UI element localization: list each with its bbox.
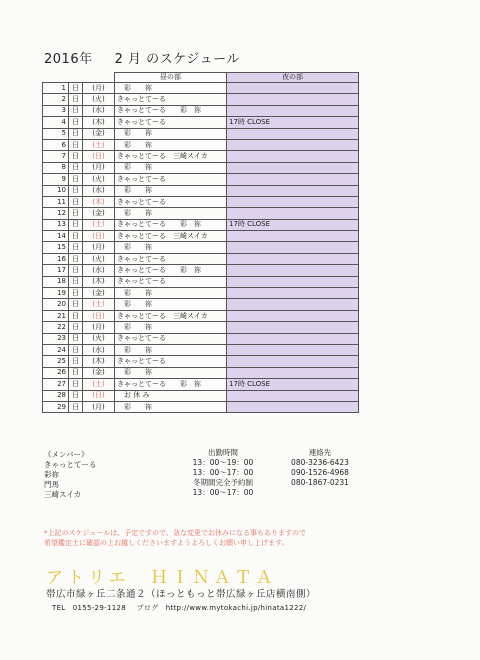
day-unit: 日 [69,219,83,230]
day-number: 15 [43,242,69,253]
shop-name: アトリエ ＨＩＮＡＴＡ [46,568,277,588]
day-session-cell: きゃっとてーる 彩 祢 [115,265,227,276]
day-number: 12 [43,208,69,219]
day-unit: 日 [69,401,83,412]
table-row [43,162,359,173]
day-session-cell: 彩 祢 [115,367,227,378]
day-number: 17 [43,265,69,276]
day-session-cell: お 休 み [115,390,227,401]
night-session-cell [227,185,359,196]
day-unit: 日 [69,333,83,344]
table-row [43,288,359,299]
day-session-cell: きゃっとてーる 彩 祢 [115,219,227,230]
table-row [43,174,359,185]
table-row [43,390,359,401]
table-row [43,356,359,367]
day-unit: 日 [69,242,83,253]
day-number: 19 [43,288,69,299]
weekday: (水) [83,344,115,355]
weekday: (月) [83,83,115,94]
day-session-cell: きゃっとてーる 三崎スイカ [115,310,227,321]
day-number: 9 [43,174,69,185]
day-session-cell: 彩 祢 [115,288,227,299]
day-number: 8 [43,162,69,173]
weekday: (木) [83,117,115,128]
day-unit: 日 [69,174,83,185]
table-row [43,310,359,321]
day-number: 5 [43,128,69,139]
title-year: 2016年 [44,52,93,67]
day-unit: 日 [69,117,83,128]
night-session-cell [227,151,359,162]
night-session-cell [227,83,359,94]
day-number: 3 [43,105,69,116]
weekday: (火) [83,94,115,105]
day-number: 26 [43,367,69,378]
weekday: (土) [83,139,115,150]
blog-link[interactable]: ブログ http://www.mytokachi.jp/hinata1222/ [136,604,307,612]
day-unit: 日 [69,185,83,196]
night-session-cell [227,401,359,412]
night-session-cell: 17時 CLOSE [227,117,359,128]
day-unit: 日 [69,105,83,116]
day-session-cell: 彩 祢 [115,83,227,94]
day-session-cell: きゃっとてーる 三崎スイカ [115,231,227,242]
shop-address: 帯広市緑ヶ丘二条通２（ほっともっと帯広緑ヶ丘店横南側） [46,589,317,600]
weekday: (木) [83,356,115,367]
day-session-cell: 彩 祢 [115,208,227,219]
header-night-session: 夜の部 [227,73,359,83]
day-session-cell: 彩 祢 [115,344,227,355]
weekday: (月) [83,401,115,412]
table-row [43,117,359,128]
night-session-cell [227,390,359,401]
hours-line: 13：00～19：00 [192,458,254,467]
night-session-cell [227,94,359,105]
day-session-cell: 彩 祢 [115,322,227,333]
day-number: 11 [43,196,69,207]
night-session-cell: 17時 CLOSE [227,219,359,230]
day-session-cell: きゃっとてーる [115,276,227,287]
weekday: (土) [83,299,115,310]
day-session-cell: きゃっとてーる 彩 祢 [115,379,227,390]
weekday: (金) [83,128,115,139]
contact-line [52,603,314,613]
contact-heading: 連絡先 [308,448,332,457]
weekday: (月) [83,322,115,333]
day-session-cell: 彩 祢 [115,139,227,150]
table-row [43,299,359,310]
day-session-cell: きゃっとてーる [115,117,227,128]
weekday: (金) [83,288,115,299]
weekday: (土) [83,379,115,390]
day-number: 10 [43,185,69,196]
day-number: 29 [43,401,69,412]
table-row [43,242,359,253]
day-number: 27 [43,379,69,390]
table-row [43,196,359,207]
night-session-cell [227,333,359,344]
table-row [43,231,359,242]
weekday: (火) [83,174,115,185]
table-row [43,208,359,219]
weekday: (日) [83,390,115,401]
weekday: (木) [83,196,115,207]
title-month: 2 月 のスケジュール [114,52,240,67]
night-session-cell [227,299,359,310]
night-session-cell [227,265,359,276]
table-row [43,139,359,150]
day-unit: 日 [69,265,83,276]
day-unit: 日 [69,276,83,287]
day-number: 16 [43,253,69,264]
table-row [43,367,359,378]
weekday: (日) [83,231,115,242]
day-unit: 日 [69,367,83,378]
day-unit: 日 [69,310,83,321]
weekday: (火) [83,253,115,264]
table-row [43,276,359,287]
weekday: (月) [83,162,115,173]
day-unit: 日 [69,356,83,367]
day-session-cell: 彩 祢 [115,128,227,139]
table-row [43,401,359,412]
day-unit: 日 [69,208,83,219]
work-hours [163,448,283,498]
day-unit: 日 [69,231,83,242]
day-unit: 日 [69,253,83,264]
day-number: 23 [43,333,69,344]
weekday: (金) [83,208,115,219]
schedule-table [42,72,359,413]
day-session-cell: 彩 祢 [115,242,227,253]
contact-phone: 090-1526-4968 [291,468,349,477]
table-header-row [43,73,359,83]
day-number: 6 [43,139,69,150]
day-number: 7 [43,151,69,162]
day-session-cell: 彩 祢 [115,185,227,196]
member-heading: 《メンバー》 [44,450,89,459]
day-number: 22 [43,322,69,333]
day-number: 13 [43,219,69,230]
day-unit: 日 [69,128,83,139]
table-row [43,265,359,276]
hours-heading: 出勤時間 [208,448,238,457]
table-row [43,185,359,196]
member-name: 三崎スイカ [44,490,82,499]
day-number: 28 [43,390,69,401]
table-row [43,333,359,344]
table-row [43,105,359,116]
member-list [44,450,97,500]
weekday: (土) [83,219,115,230]
table-row [43,344,359,355]
day-unit: 日 [69,390,83,401]
contact-phone: 080-3236-6423 [291,458,349,467]
table-row [43,219,359,230]
night-session-cell: 17時 CLOSE [227,379,359,390]
weekday: (水) [83,265,115,276]
day-session-cell: きゃっとてーる [115,356,227,367]
contact-list [275,448,365,488]
day-number: 14 [43,231,69,242]
weekday: (日) [83,151,115,162]
night-session-cell [227,367,359,378]
day-unit: 日 [69,162,83,173]
night-session-cell [227,344,359,355]
day-unit: 日 [69,344,83,355]
night-session-cell [227,128,359,139]
night-session-cell [227,288,359,299]
night-session-cell [227,139,359,150]
day-session-cell: きゃっとてーる [115,333,227,344]
night-session-cell [227,356,359,367]
day-session-cell: 彩 祢 [115,299,227,310]
night-session-cell [227,231,359,242]
weekday: (火) [83,333,115,344]
day-session-cell: きゃっとてーる [115,174,227,185]
day-session-cell: 彩 祢 [115,162,227,173]
day-number: 1 [43,83,69,94]
hours-line: 13：00～17：00 [192,468,254,477]
weekday: (水) [83,185,115,196]
day-number: 25 [43,356,69,367]
day-unit: 日 [69,288,83,299]
day-unit: 日 [69,322,83,333]
weekday: (木) [83,276,115,287]
table-row [43,94,359,105]
header-day-session: 昼の部 [115,73,227,83]
day-number: 20 [43,299,69,310]
night-session-cell [227,162,359,173]
night-session-cell [227,310,359,321]
day-session-cell: きゃっとてーる [115,253,227,264]
day-unit: 日 [69,83,83,94]
night-session-cell [227,196,359,207]
table-row [43,83,359,94]
day-unit: 日 [69,299,83,310]
day-unit: 日 [69,196,83,207]
day-session-cell: 彩 祢 [115,401,227,412]
table-row [43,253,359,264]
table-row [43,128,359,139]
day-number: 21 [43,310,69,321]
table-row [43,151,359,162]
day-session-cell: きゃっとてーる [115,94,227,105]
day-number: 2 [43,94,69,105]
note-line: *上記のスケジュールは、予定ですので、急な変更でお休みになる事もありますので [44,529,306,537]
day-number: 18 [43,276,69,287]
contact-phone: 080-1867-0231 [291,478,349,487]
night-session-cell [227,208,359,219]
day-session-cell: きゃっとてーる 彩 祢 [115,105,227,116]
hours-line: 13：00～17：00 [192,488,254,497]
hours-line: 冬期間完全予約制 [193,478,253,487]
page-title [44,48,240,67]
day-unit: 日 [69,379,83,390]
night-session-cell [227,105,359,116]
table-row [43,379,359,390]
day-number: 4 [43,117,69,128]
weekday: (日) [83,310,115,321]
day-number: 24 [43,344,69,355]
weekday: (月) [83,242,115,253]
day-unit: 日 [69,139,83,150]
member-name: 彩祢 [44,470,59,479]
night-session-cell [227,322,359,333]
day-unit: 日 [69,151,83,162]
day-session-cell: きゃっとてーる 三崎スイカ [115,151,227,162]
weekday: (金) [83,367,115,378]
night-session-cell [227,276,359,287]
shop-tel: TEL 0155-29-1128 [52,604,126,612]
night-session-cell [227,242,359,253]
table-row [43,322,359,333]
night-session-cell [227,253,359,264]
day-session-cell: きゃっとてーる [115,196,227,207]
member-name: 門馬 [44,480,59,489]
schedule-note [44,528,404,548]
day-unit: 日 [69,94,83,105]
weekday: (水) [83,105,115,116]
member-name: きゃっとてーる [44,460,97,469]
night-session-cell [227,174,359,185]
note-line: 希望鑑定士に確認の上お越しくださいますようよろしくお願い申し上げます。 [44,539,289,547]
